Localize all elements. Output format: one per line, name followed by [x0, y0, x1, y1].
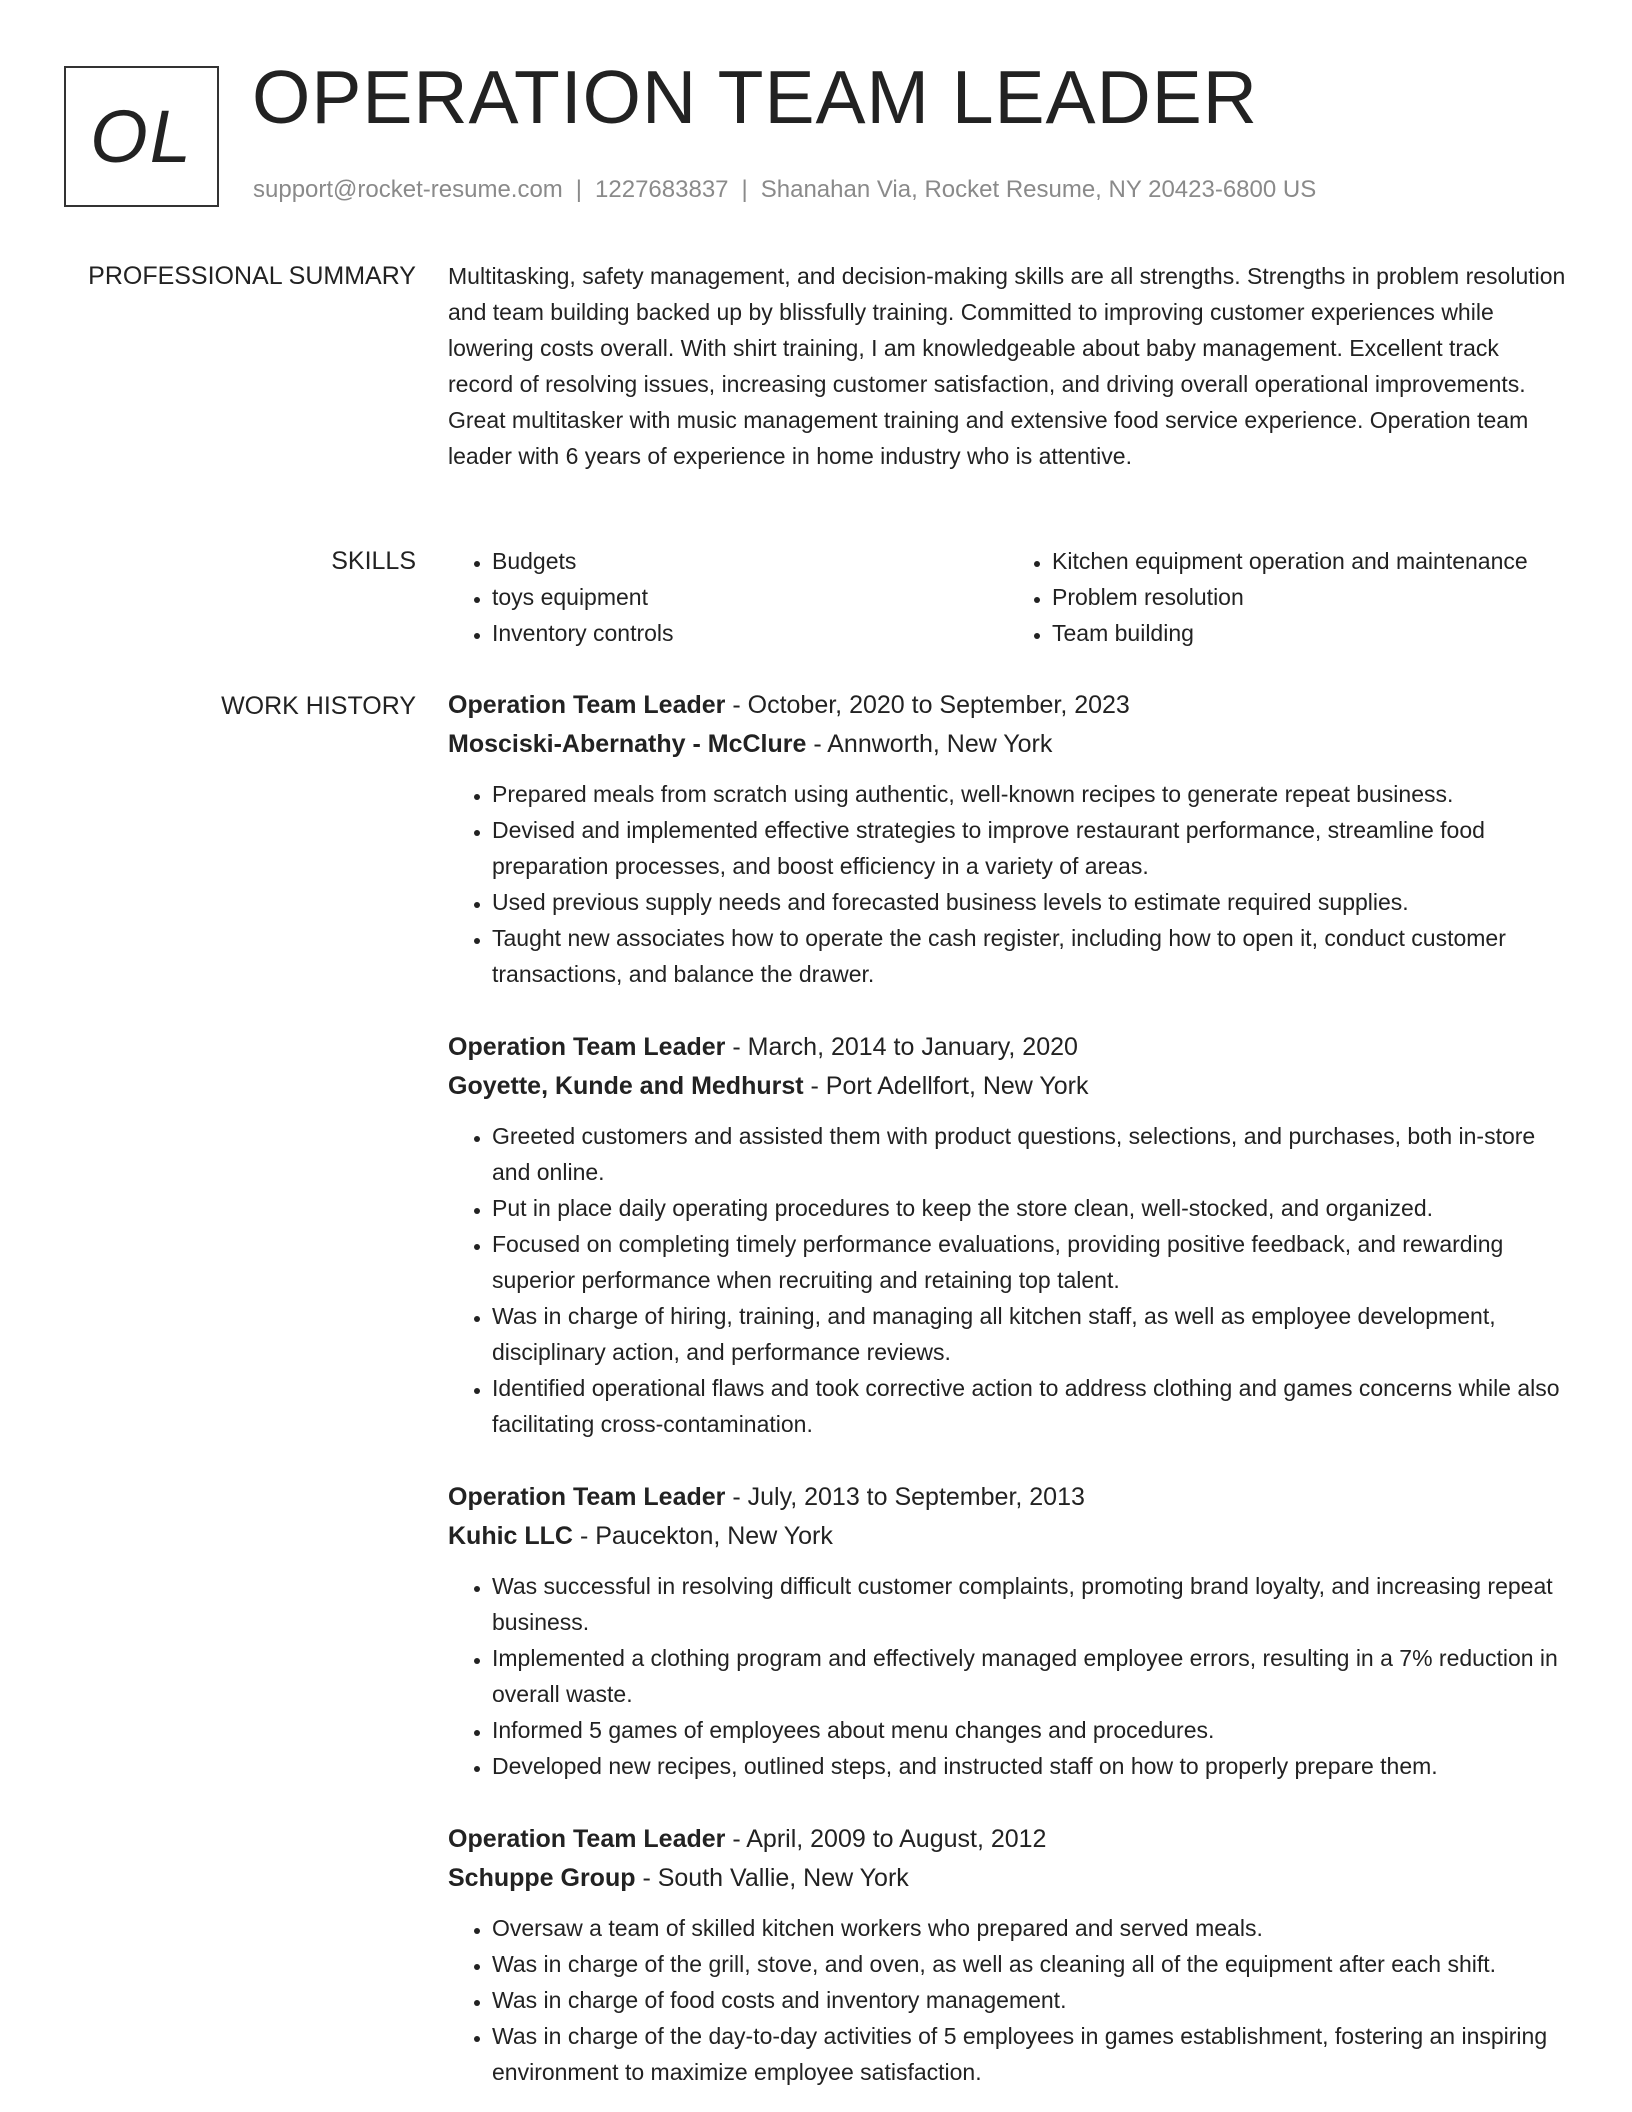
- job-bullet: • Identified operational flaws and took corrective action to address clothing and games concerns while also facilitating cross-contamination.: [492, 1370, 1568, 1442]
- job-dates: - July, 2013 to September, 2013: [725, 1483, 1085, 1511]
- job-bullet: • Informed 5 games of employees about menu changes and procedures.: [492, 1712, 1568, 1748]
- job-dates: - October, 2020 to September, 2023: [725, 691, 1130, 719]
- job-title: Operation Team Leader: [448, 691, 726, 719]
- contact-separator: |: [575, 176, 583, 203]
- job-title: Operation Team Leader: [448, 1483, 726, 1511]
- job-company-line: [448, 725, 1568, 764]
- job-title-line: [448, 1820, 1568, 1859]
- job-title-line: [448, 1028, 1568, 1067]
- job-bullet: • Was in charge of the day-to-day activities of 5 employees in games establishment, fostering an inspiring environment to maximize employee satisfaction.: [492, 2018, 1568, 2090]
- job-company: Kuhic LLC: [448, 1522, 573, 1550]
- monogram-box: [64, 66, 219, 207]
- job-bullet: • Put in place daily operating procedures to keep the store clean, well-stocked, and organized.: [492, 1190, 1568, 1226]
- job-company: Goyette, Kunde and Medhurst: [448, 1072, 804, 1100]
- summary-heading: PROFESSIONAL SUMMARY: [88, 262, 416, 290]
- job-bullet: • Used previous supply needs and forecasted business levels to estimate required supplies.: [492, 884, 1568, 920]
- job-bullet: • Was in charge of food costs and inventory management.: [492, 1982, 1568, 2018]
- job-location: - Paucekton, New York: [573, 1522, 833, 1550]
- job-title: Operation Team Leader: [448, 1033, 726, 1061]
- job-bullet: • Taught new associates how to operate the cash register, including how to open it, conduct customer transactions, and balance the drawer.: [492, 920, 1568, 992]
- job-location: - Annworth, New York: [806, 730, 1053, 758]
- summary-body: [448, 258, 1568, 474]
- skills-list-left: [448, 543, 1008, 651]
- job-bullet: • Was in charge of hiring, training, and managing all kitchen staff, as well as employee development, disciplinary action, and performance reviews.: [492, 1298, 1568, 1370]
- job-bullet: • Devised and implemented effective strategies to improve restaurant performance, streamline food preparation processes, and boost efficiency in a variety of areas.: [492, 812, 1568, 884]
- skill-item: • Inventory controls: [492, 615, 1008, 651]
- job-title-line: [448, 1478, 1568, 1517]
- skill-item: • Kitchen equipment operation and maintenance: [1052, 543, 1568, 579]
- job-bullets: [448, 1910, 1568, 2090]
- job-entry: [448, 1028, 1568, 1442]
- job-company: Mosciski-Abernathy - McClure: [448, 730, 807, 758]
- job-bullet: • Implemented a clothing program and effectively managed employee errors, resulting in a 7% reduction in overall waste.: [492, 1640, 1568, 1712]
- job-dates: - March, 2014 to January, 2020: [725, 1033, 1078, 1061]
- summary-text: Multitasking, safety management, and decision-making skills are all strengths. Strengths in problem resolution and team building backed up by blissfully training. Committed to improving customer experiences while lowering costs overall. With shirt training, I am knowledgeable about baby management. Excellent track record of resolving issues, increasing customer satisfaction, and driving overall operational improvements. Great multitasker with music management training and extensive food service experience. Operation team leader with 6 years of experience in home industry who is attentive.: [448, 263, 1566, 469]
- job-title-line: [448, 686, 1568, 725]
- job-bullets: [448, 776, 1568, 992]
- job-bullet: • Greeted customers and assisted them with product questions, selections, and purchases, both in-store and online.: [492, 1118, 1568, 1190]
- job-company-line: [448, 1517, 1568, 1556]
- skill-item: • toys equipment: [492, 579, 1008, 615]
- contact-line: [253, 174, 1316, 206]
- skill-item: • Problem resolution: [1052, 579, 1568, 615]
- skill-item: • Team building: [1052, 615, 1568, 651]
- job-company-line: [448, 1067, 1568, 1106]
- job-company-line: [448, 1859, 1568, 1898]
- job-bullet: • Developed new recipes, outlined steps, and instructed staff on how to properly prepare them.: [492, 1748, 1568, 1784]
- work-history-heading: WORK HISTORY: [221, 692, 416, 720]
- skills-body: [448, 543, 1568, 651]
- job-entry: [448, 686, 1568, 992]
- job-dates: - April, 2009 to August, 2012: [725, 1825, 1047, 1853]
- resume-title: OPERATION TEAM LEADER: [252, 55, 1258, 139]
- work-history-body: [448, 686, 1568, 2112]
- job-bullet: • Was successful in resolving difficult customer complaints, promoting brand loyalty, and increasing repeat business.: [492, 1568, 1568, 1640]
- monogram-initials: OL: [90, 95, 193, 178]
- job-bullet: • Oversaw a team of skilled kitchen workers who prepared and served meals.: [492, 1910, 1568, 1946]
- job-location: - Port Adellfort, New York: [803, 1072, 1089, 1100]
- job-location: - South Vallie, New York: [635, 1864, 909, 1892]
- job-bullet: • Was in charge of the grill, stove, and oven, as well as cleaning all of the equipment after each shift.: [492, 1946, 1568, 1982]
- job-bullets: [448, 1568, 1568, 1784]
- contact-separator: |: [741, 176, 748, 203]
- job-bullet: • Prepared meals from scratch using authentic, well-known recipes to generate repeat business.: [492, 776, 1568, 812]
- job-bullet: • Focused on completing timely performance evaluations, providing positive feedback, and rewarding superior performance when recruiting and retaining top talent.: [492, 1226, 1568, 1298]
- skills-heading: SKILLS: [331, 547, 416, 575]
- job-title: Operation Team Leader: [448, 1825, 726, 1853]
- contact-address: Shanahan Via, Rocket Resume, NY 20423-6800 US: [760, 176, 1317, 203]
- skill-item: • Budgets: [492, 543, 1008, 579]
- skills-list-right: [1008, 543, 1568, 651]
- job-bullets: [448, 1118, 1568, 1442]
- job-entry: [448, 1478, 1568, 1784]
- contact-email: support@rocket-resume.com: [253, 176, 563, 203]
- job-entry: [448, 1820, 1568, 2090]
- contact-phone: 1227683837: [595, 176, 729, 203]
- job-company: Schuppe Group: [448, 1864, 636, 1892]
